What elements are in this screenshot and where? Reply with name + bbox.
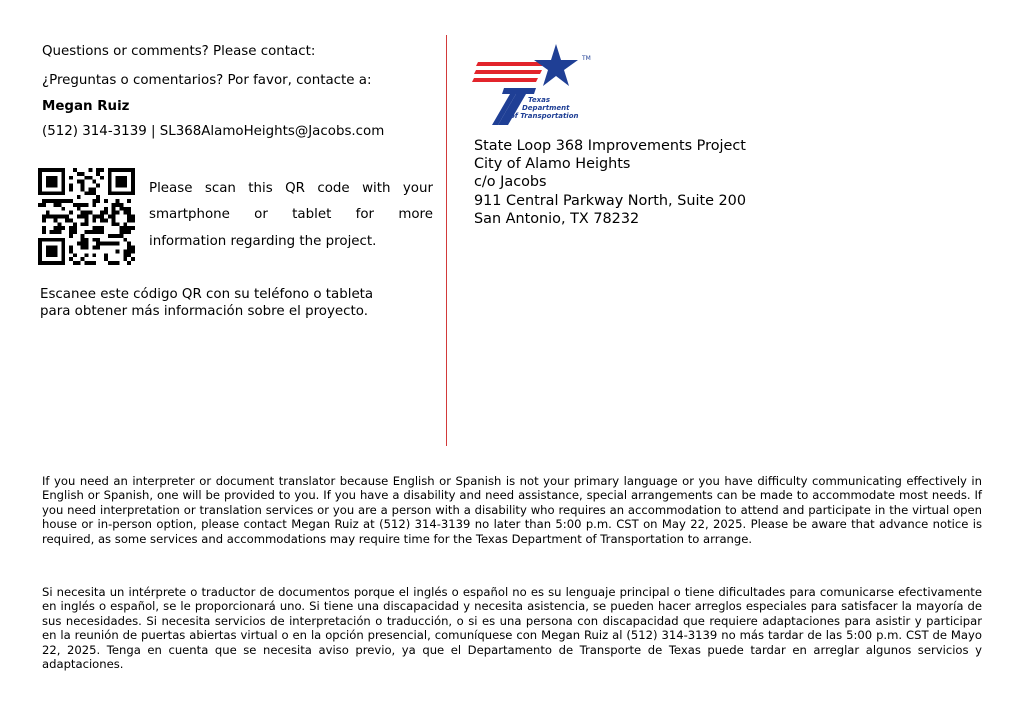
contact-name: Megan Ruiz (42, 99, 130, 114)
contact-phone-email: (512) 314-3139 | SL368AlamoHeights@Jacobs.com (42, 124, 385, 139)
address-line-5: San Antonio, TX 78232 (474, 210, 640, 227)
accessibility-notice-es: Si necesita un intérprete o traductor de documentos porque el inglés o español no es su lenguaje principal o tiene dificultades para comunicarse efectivamente en inglés o español, se le proporcionará uno. Si tiene una discapacidad y necesita asistencia, se pueden hacer arreglos especiales para satisfacer la mayoría de sus necesidades. Si necesita servicios de interpretación o traducción, o si es una persona con discapacidad que requiere adaptaciones para asistir y participar en la reunión de puertas abiertas virtual o en la opción presencial, comuníquese con Megan Ruiz al (512) 314-3139 no más tardar de las 5:00 p.m. CST de Mayo 22, 2025. Tenga en cuenta que se necesita aviso previo, ya que el Departamento de Transporte de Texas puede tardar en arreglar algunos servicios y adaptaciones. (42, 585, 982, 672)
accessibility-notice-en: If you need an interpreter or document translator because English or Spanish is not your primary language or you have difficulty communicating effectively in English or Spanish, one will be provided to you. If you have a disability and need assistance, special arrangements can be made to accommodate most needs. If you need interpretation or translation services or you are a person with a disability who requires an accommodation to attend and participate in the virtual open house or in-person option, please contact Megan Ruiz at (512) 314-3139 no later than 5:00 p.m. CST on May 22, 2025. Please be aware that advance notice is required, as some services and accommodations may require time for the Texas Department of Transportation to arrange. (42, 474, 982, 546)
txdot-logo-icon (472, 40, 597, 128)
svg-text:TM: TM (582, 55, 591, 62)
address-line-4: 911 Central Parkway North, Suite 200 (474, 192, 746, 209)
address-line-1: State Loop 368 Improvements Project (474, 138, 746, 154)
svg-text:Department: Department (522, 104, 570, 112)
qr-instruction-es (40, 286, 420, 320)
contact-heading-en: Questions or comments? Please contact: (42, 44, 316, 59)
qr-instruction-es-line1: Escanee este código QR con su teléfono o tableta (40, 287, 374, 302)
svg-text:Texas: Texas (528, 96, 551, 104)
address-line-3: c/o Jacobs (474, 174, 547, 191)
svg-text:of Transportation: of Transportation (510, 112, 579, 120)
qr-instruction-en: Please scan this QR code with your smartphone or tablet for more information regarding the project. (149, 181, 433, 249)
mailing-address (474, 137, 746, 228)
qr-instruction-es-line2: para obtener más información sobre el proyecto. (40, 304, 368, 319)
contact-heading-es: ¿Preguntas o comentarios? Por favor, contacte a: (42, 73, 372, 88)
qr-code-icon (38, 168, 135, 265)
address-line-2: City of Alamo Heights (474, 156, 631, 173)
center-divider (446, 35, 447, 446)
